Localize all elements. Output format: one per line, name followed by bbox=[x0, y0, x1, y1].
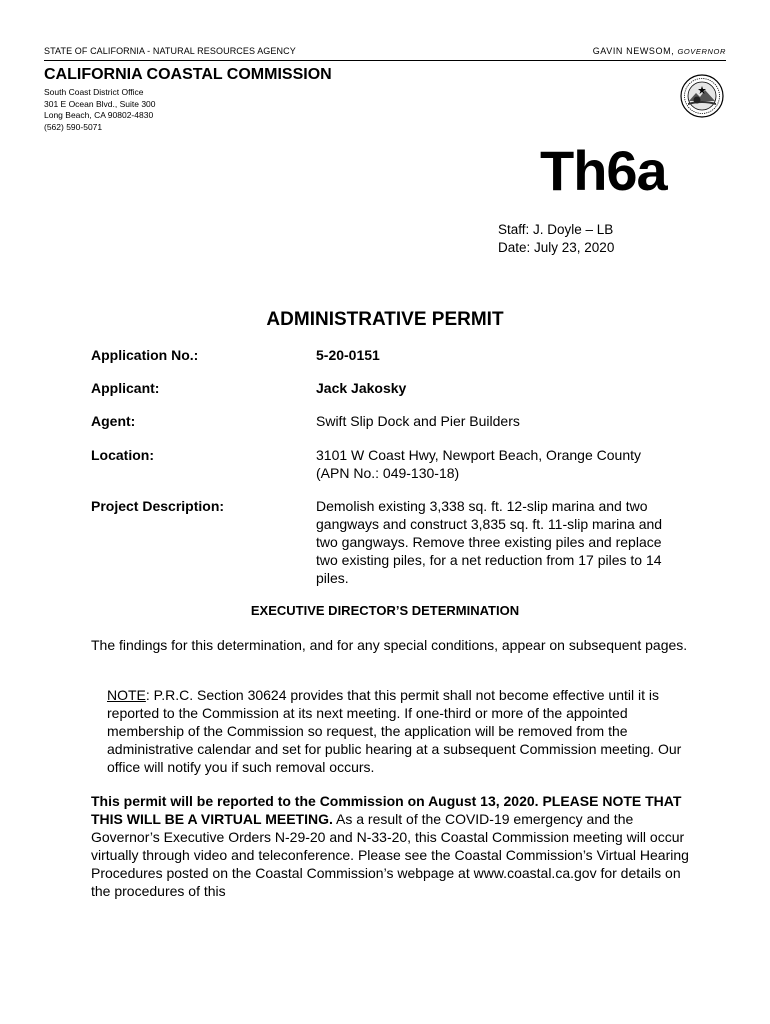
agenda-item-number: Th6a bbox=[540, 139, 667, 202]
phone-line: (562) 590-5071 bbox=[44, 121, 103, 132]
agent-label: Agent: bbox=[91, 413, 136, 429]
document-title: ADMINISTRATIVE PERMIT bbox=[266, 309, 504, 330]
location-value bbox=[316, 446, 676, 482]
governor-header bbox=[593, 46, 726, 56]
applicant-value: Jack Jakosky bbox=[316, 380, 407, 396]
staff-block bbox=[498, 221, 614, 257]
location-label: Location: bbox=[91, 447, 154, 463]
governor-name: GAVIN NEWSOM, bbox=[592, 46, 675, 56]
project-description-value: Demolish existing 3,338 sq. ft. 12-slip marina and two gangways and construct 3,835 sq. ft. 11-slip marina and two gangways. Remove three existing piles and replace two existing piles, for a net reduction from 17 piles to 14 piles. bbox=[316, 498, 663, 586]
header-divider bbox=[44, 60, 726, 61]
note-paragraph bbox=[107, 686, 687, 776]
determination-heading: EXECUTIVE DIRECTOR’S DETERMINATION bbox=[250, 603, 520, 618]
staff-line: Staff: J. Doyle – LB bbox=[498, 222, 614, 237]
application-label: Application No.: bbox=[91, 347, 199, 363]
report-bold-text: This permit will be reported to the Commission on August 13, 2020. PLEASE NOTE THAT THIS WILL BE A VIRTUAL MEETING. bbox=[91, 793, 682, 827]
location-apn: (APN No.: 049-130-18) bbox=[316, 465, 460, 481]
note-label: NOTE bbox=[107, 687, 146, 703]
location-address: 3101 W Coast Hwy, Newport Beach, Orange County bbox=[316, 447, 642, 463]
agency-header-text: STATE OF CALIFORNIA - NATURAL RESOURCES AGENCY bbox=[44, 46, 296, 56]
report-paragraph bbox=[91, 792, 691, 900]
agency-name: CALIFORNIA COASTAL COMMISSION bbox=[44, 66, 332, 83]
date-line: Date: July 23, 2020 bbox=[498, 240, 615, 255]
agency-address bbox=[44, 87, 156, 133]
application-value: 5-20-0151 bbox=[316, 347, 380, 363]
findings-paragraph: The findings for this determination, and for any special conditions, appear on subsequent pages. bbox=[91, 637, 688, 653]
applicant-label: Applicant: bbox=[91, 380, 160, 396]
note-text: : P.R.C. Section 30624 provides that this permit shall not become effective until it is reported to the Commission at its next meeting. If one-third or more of the appointed membership of the Commission so request, the application will be removed from the administrative calendar and set for public hearing at a subsequent Commission meeting. Our office will notify you if such removal occurs. bbox=[107, 687, 682, 775]
city-line: Long Beach, CA 90802-4830 bbox=[44, 110, 154, 120]
state-seal-icon bbox=[680, 74, 724, 118]
street-line: 301 E Ocean Blvd., Suite 300 bbox=[44, 98, 156, 109]
agent-value: Swift Slip Dock and Pier Builders bbox=[316, 413, 520, 429]
project-description-label: Project Description: bbox=[91, 498, 225, 514]
header-line bbox=[44, 46, 726, 56]
report-text: As a result of the COVID-19 emergency and the Governor’s Executive Orders N-29-20 and N-33-20, this Coastal Commission meeting will occur virtually through video and teleconference. Please see the Coastal Commission’s Virtual Hearing Procedures posted on the Coastal Commission’s webpage at www.coastal.ca.gov for details on the procedures of this bbox=[91, 811, 689, 899]
governor-title: GOVERNOR bbox=[677, 47, 726, 56]
office-line: South Coast District Office bbox=[44, 87, 144, 97]
